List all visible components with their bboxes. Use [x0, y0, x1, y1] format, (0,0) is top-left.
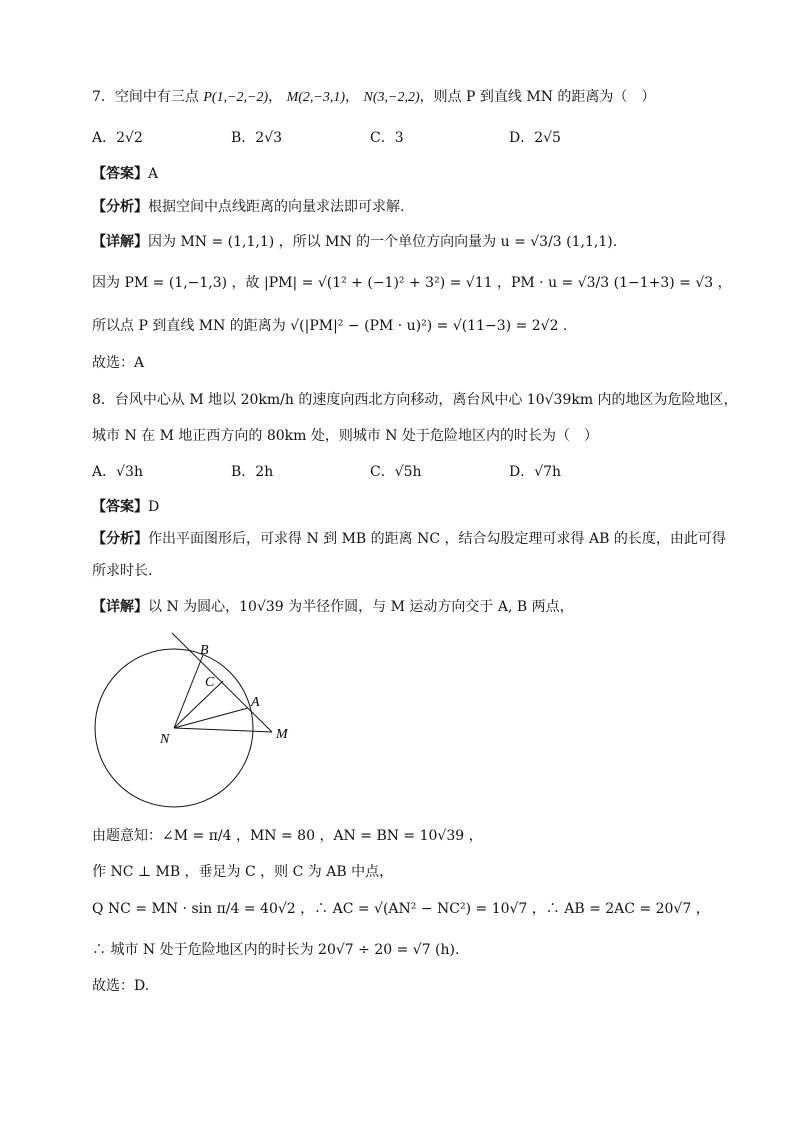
q7-point-p: P(1,−2,−2)	[203, 90, 269, 105]
q7-detail-line-2: 因为 PM = (1,−1,3) ，故 |PM| = √(1² + (−1)² + 3²) = √11 ，PM · u = √3/3 (1−1+3) = √3 ，	[92, 275, 732, 291]
q8-detail-line-1: 【详解】以 N 为圆心，10√39 为半径作圆，与 M 运动方向交于 A, B 两点，	[92, 599, 574, 615]
q8-option-c: C．√5h	[370, 464, 422, 480]
q8-given: 由题意知：∠M = π/4 ，MN = 80 ，AN = BN = 10√39 ，	[92, 828, 483, 844]
q7-option-b: B．2√3	[231, 130, 283, 146]
q8-stem-line-2: 城市 N 在 M 地正西方向的 80km 处，则城市 N 处于危险地区内的时长为（ ）	[92, 428, 599, 444]
q8-perpendicular: 作 NC ⊥ MB ，垂足为 C ，则 C 为 AB 中点，	[92, 864, 394, 880]
q8-option-d: D．√7h	[509, 464, 562, 480]
q8-analysis-line-2: 所求时长.	[92, 563, 153, 579]
q7-option-a: A．2√2	[92, 130, 143, 146]
q7-analysis: 【分析】根据空间中点线距离的向量求法即可求解.	[92, 199, 405, 215]
q7-answer: 【答案】A	[92, 166, 159, 182]
label-c: C	[205, 675, 215, 690]
label-a: A	[251, 695, 260, 710]
circle-diagram	[90, 628, 310, 828]
q7-point-m: M(2,−3,1)	[286, 90, 346, 105]
q7-point-n: N(3,−2,2)	[363, 90, 420, 105]
q8-analysis-line-1: 【分析】作出平面图形后，可求得 N 到 MB 的距离 NC ，结合勾股定理可求得 AB 的长度，由此可得	[92, 531, 726, 547]
segment-mn	[174, 728, 272, 732]
q8-option-b: B．2h	[231, 464, 274, 480]
label-b: B	[200, 643, 209, 658]
q8-choose: 故选：D.	[92, 978, 150, 994]
q7-choose: 故选：A	[92, 355, 145, 371]
q8-option-a: A．√3h	[92, 464, 143, 480]
q8-calculation: Q NC = MN · sin π/4 = 40√2 ，∴ AC = √(AN² − NC²) = 10√7 ，∴ AB = 2AC = 20√7 ，	[92, 901, 710, 917]
label-n: N	[160, 732, 170, 747]
q8-answer: 【答案】D	[92, 499, 160, 515]
q7-option-d: D．2√5	[509, 130, 561, 146]
q7-detail-line-3: 所以点 P 到直线 MN 的距离为 √(|PM|² − (PM · u)²) = √(11−3) = 2√2 .	[92, 318, 568, 334]
q8-conclusion: ∴ 城市 N 处于危险地区内的时长为 20√7 ÷ 20 = √7 (h).	[92, 942, 460, 958]
q8-stem-line-1: 8．台风中心从 M 地以 20km/h 的速度向西北方向移动，离台风中心 10√39km 内的地区为危险地区，	[92, 392, 738, 408]
q7-option-c: C．3	[370, 130, 404, 146]
label-m: M	[276, 727, 288, 742]
segment-nb	[174, 655, 203, 728]
q7-stem: 7．空间中有三点 P(1,−2,−2)， M(2,−3,1)， N(3,−2,2)，则点 P 到直线 MN 的距离为（ ）	[92, 89, 656, 105]
q7-detail-line-1: 【详解】因为 MN = (1,1,1) ，所以 MN 的一个单位方向向量为 u = √3/3 (1,1,1).	[92, 234, 618, 250]
